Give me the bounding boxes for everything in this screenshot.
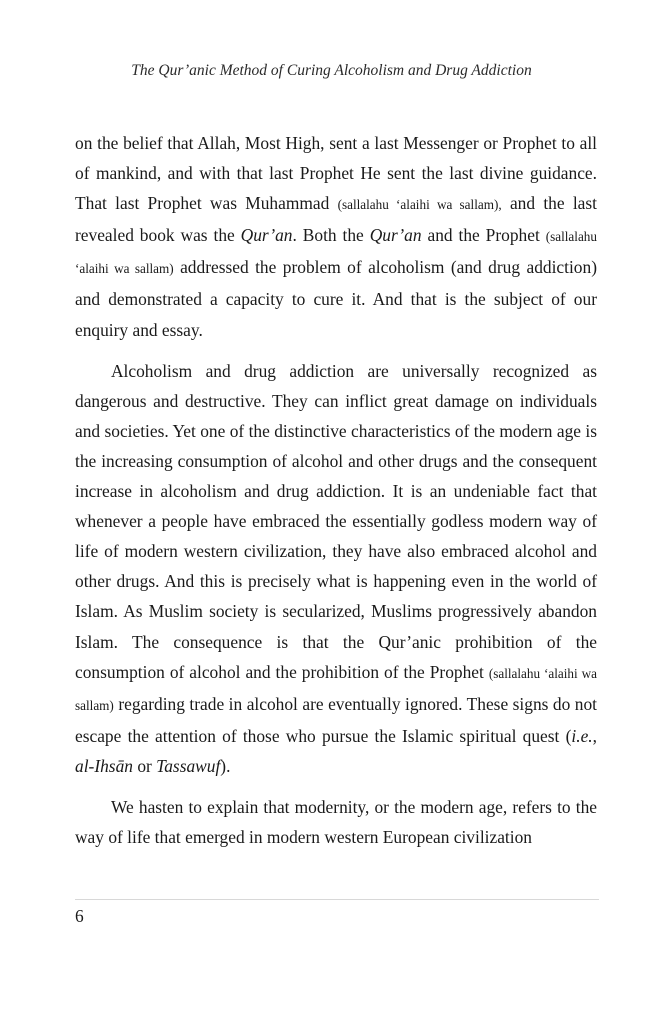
text-segment: on the belief that Allah, Most High, sent a last Messenger or Prophet to all of mankind, and with that last Prophet He sent the last divine guidance. That last Prophet was Muhammad: [75, 133, 597, 214]
text-segment: addressed the problem of alcoholism (and drug addiction) and demonstrated a capacity to cure it. And that is the subject of our enquiry and essay.: [75, 257, 597, 340]
running-header: The Qur’anic Method of Curing Alcoholism and Drug Addiction: [131, 62, 532, 79]
text-segment: or: [132, 755, 157, 776]
text-segment: . Both the: [292, 225, 370, 246]
paragraph-3: [75, 792, 597, 852]
text-segment: ).: [220, 755, 231, 776]
text-segment: and the last revealed book was the: [75, 193, 597, 246]
text-segment: ,: [592, 725, 597, 746]
text-segment: We hasten to explain that modernity, or the modern age, refers to the way of life that emerged in modern western European civilization: [75, 796, 597, 848]
italic-term: Qur’an: [369, 225, 422, 246]
paragraph-2: [75, 356, 597, 781]
honorific: (sallalahu ‘alaihi wa sallam),: [337, 197, 502, 213]
honorific: (sallalahu ‘alaihi wa sallam): [75, 665, 597, 713]
text-segment: and the Prophet: [421, 225, 546, 246]
honorific: (sallalahu ‘alaihi wa sallam): [75, 229, 597, 277]
italic-term: i.e.: [571, 725, 593, 746]
paragraph-1: [75, 128, 597, 345]
text-segment: regarding trade in alcohol are eventually ignored. These signs do not escape the attention of those who pursue the Islamic spiritual quest (: [75, 693, 597, 746]
text-segment: Alcoholism and drug addiction are universally recognized as dangerous and destructive. They can inflict great damage on individuals and societies. Yet one of the distinctive characteristics of the modern age is the increasing consumption of alcohol and other drugs and the consequent increase in alcoholism and drug addiction. It is an undeniable fact that whenever a people have embraced the essentially godless modern way of life of modern western civilization, they have also embraced alcohol and other drugs. And this is precisely what is happening even in the world of Islam. As Muslim society is secularized, Muslims progressively abandon Islam. The consequence is that the Qur’anic prohibition of the consumption of alcohol and the prohibition of the Prophet: [75, 360, 597, 682]
italic-term: Qur’an: [240, 225, 293, 246]
footer-divider: [75, 899, 599, 900]
page-number: 6: [75, 906, 84, 926]
italic-term: Tassawuf: [156, 755, 221, 776]
italic-term: al-Ihsān: [75, 755, 133, 776]
body-text: [75, 128, 597, 863]
